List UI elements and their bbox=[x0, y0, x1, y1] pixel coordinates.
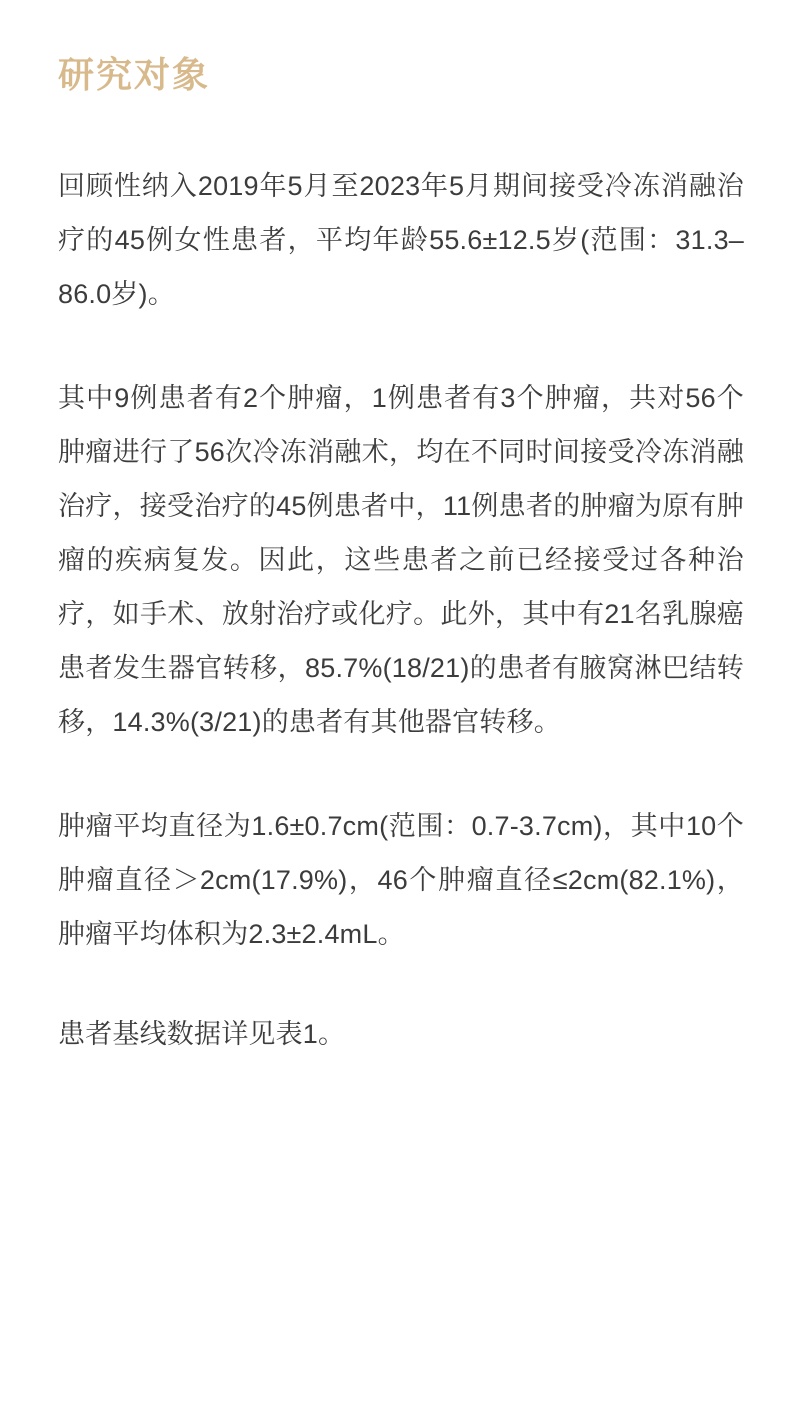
spacer bbox=[58, 97, 744, 159]
paragraph-baseline-reference: 患者基线数据详见表1。 bbox=[58, 1019, 346, 1050]
spacer bbox=[58, 961, 744, 1007]
spacer bbox=[58, 321, 744, 371]
paragraph-study-population: 回顾性纳入2019年5月至2023年5月期间接受冷冻消融治疗的45例女性患者，平均年龄55.6±12.5岁(范围：31.3–86.0岁)。 bbox=[58, 171, 744, 310]
section-title: 研究对象 bbox=[58, 55, 211, 95]
paragraph-tumor-size: 肿瘤平均直径为1.6±0.7cm(范围：0.7-3.7cm)，其中10个肿瘤直径＞2cm(17.9%)，46个肿瘤直径≤2cm(82.1%)，肿瘤平均体积为2.3±2.4mL。 bbox=[58, 811, 744, 950]
paragraph-tumor-counts: 其中9例患者有2个肿瘤，1例患者有3个肿瘤，共对56个肿瘤进行了56次冷冻消融术，均在不同时间接受冷冻消融治疗，接受治疗的45例患者中，11例患者的肿瘤为原有肿瘤的疾病复发。因此，这些患者之前已经接受过各种治疗，如手术、放射治疗或化疗。此外，其中有21名乳腺癌患者发生器官转移，85.7%(18/21)的患者有腋窝淋巴结转移，14.3%(3/21)的患者有其他器官转移。 bbox=[58, 383, 744, 738]
spacer bbox=[58, 749, 744, 799]
